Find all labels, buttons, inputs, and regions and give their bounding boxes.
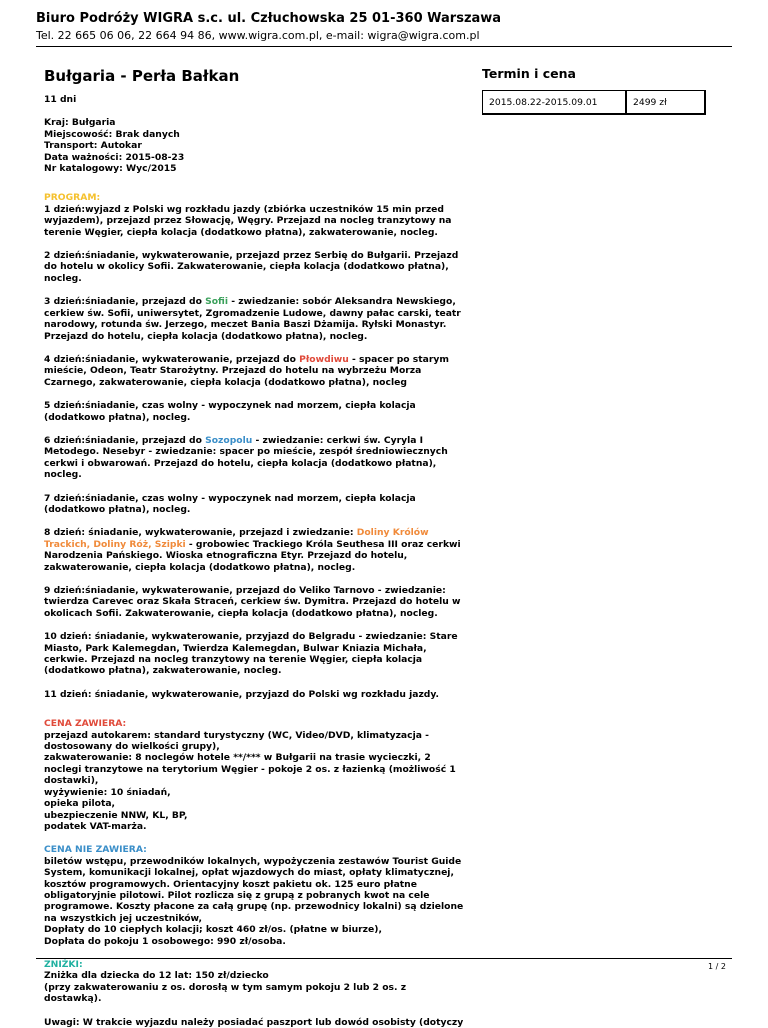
program-day-text: - zwiedzanie: cerkwi św. Cyryla I Metodego. Nesebyr - zwiedzanie: spacer po mieście, zespół średniowiecznych cerkwi i obwarowań. Przejazd do hotelu, ciepła kolacja (dodatkowo płatna), nocleg. (44, 434, 448, 481)
company-name: Biuro Podróży WIGRA s.c. ul. Człuchowska 25 01-360 Warszawa (36, 11, 502, 26)
includes-line: zakwaterowanie: 8 noclegów hotele **/*** w Bułgarii na trasie wycieczki, 2 noclegi tranzytowe na terytorium Węgier - pokoje 2 os. z łazienką (możliwość 1 dostawki), (44, 752, 456, 787)
pricing-table (482, 90, 706, 115)
discounts-line: (przy zakwaterowaniu z os. dorosłą w tym samym pokoju 2 lub 2 os. z dostawką). (44, 981, 407, 1005)
pricing-panel (482, 66, 706, 115)
excludes-label: CENA NIE ZAWIERA: (44, 844, 147, 856)
program-day-text: 5 dzień:śniadanie, czas wolny - wypoczynek nad morzem, ciepła kolacja (dodatkowo płatna), nocleg. (44, 400, 416, 423)
program-label: PROGRAM: (44, 192, 101, 204)
offer-meta-line: Miejscowość: Brak danych (44, 128, 180, 140)
excludes-line: Dopłata do pokoju 1 osobowego: 990 zł/osoba. (44, 935, 286, 947)
program-day (44, 400, 464, 423)
page-header (36, 10, 736, 43)
footer-divider (36, 958, 732, 959)
program-day-text: Doliny Królów Trackich, Doliny Róż, Szipki (44, 527, 429, 550)
offer-meta (44, 117, 464, 174)
offer-meta-line: Nr katalogowy: Wyc/2015 (44, 163, 177, 175)
includes-line: przejazd autokarem: standard turystyczny (WC, Video/DVD, klimatyzacja - dostosowany do wielkości grupy), (44, 729, 429, 753)
offer-details (44, 66, 464, 1028)
includes-label: CENA ZAWIERA: (44, 718, 127, 730)
program-day (44, 296, 464, 342)
page-number: 1 / 2 (708, 962, 726, 971)
discounts-list (44, 970, 464, 1004)
pricing-heading: Termin i cena (482, 66, 576, 81)
program-day (44, 204, 464, 238)
program-day-text: - spacer po starym mieście, Odeon, Teatr Starożytny. Przejazd do hotelu na wybrzeżu Morza Czarnego, zakwaterowanie, ciepła kolacja (dodatkowo płatna), nocleg (44, 353, 449, 388)
program-day (44, 631, 464, 677)
offer-meta-line: Kraj: Bułgaria (44, 117, 116, 129)
notes-text: Uwagi: W trakcie wyjazdu należy posiadać paszport lub dowód osobisty (dotyczy (44, 1016, 464, 1028)
program-day-text: Sofii (205, 296, 228, 308)
program-day-text: 1 dzień:wyjazd z Polski wg rozkładu jazdy (zbiórka uczestników 15 min przed wyjazdem), przejazd przez Słowację, Węgry. Przejazd na nocleg tranzytowy na terenie Węgier, ciepła kolacja (dodatkowo płatna), zakwaterowanie, nocleg. (44, 203, 452, 238)
includes-line: podatek VAT-marża. (44, 820, 147, 832)
program-day (44, 250, 464, 284)
includes-line: ubezpieczenie NNW, KL, BP, (44, 809, 188, 821)
program-day (44, 527, 464, 573)
discounts-line: Zniżka dla dziecka do 12 lat: 150 zł/dziecko (44, 970, 269, 982)
program-day (44, 493, 464, 516)
excludes-line: Dopłaty do 10 ciepłych kolacji; koszt 460 zł/os. (płatne w biurze), (44, 924, 382, 936)
excludes-line: biletów wstępu, przewodników lokalnych, wypożyczenia zestawów Tourist Guide System, komunikacji lokalnej, opłat wjazdowych do miast, opłaty klimatycznej, kosztów programowych. Orientacyjny koszt pakietu ok. 125 euro płatne obligatoryjnie pilotowi. Pilot rozlicza się z grupą z pobranych kwot na cele programowe. Koszty płacone za całą grupę (np. przewodnicy lokalni) są dzielone na wszystkich jej uczestników, (44, 855, 464, 924)
program-day-text: 11 dzień: śniadanie, wykwaterowanie, przyjazd do Polski wg rozkładu jazdy. (44, 688, 440, 700)
offer-meta-line: Data ważności: 2015-08-23 (44, 151, 185, 163)
program-day-text: Płowdiwu (299, 353, 349, 365)
program-days (44, 204, 464, 700)
discounts-label: ZNIŻKI: (44, 958, 83, 970)
program-day-text: 10 dzień: śniadanie, wykwaterowanie, przyjazd do Belgradu - zwiedzanie: Stare Miasto, Park Kalemegdan, Twierdza Kalemegdan, Bulwar Kniazia Michała, cerkwie. Przejazd na nocleg tranzytowy na terenie Węgier, ciepła kolacja (dodatkowo płatna), zakwaterowanie, nocleg. (44, 631, 458, 677)
program-day (44, 689, 464, 700)
program-day (44, 435, 464, 481)
program-day-text: 8 dzień: śniadanie, wykwaterowanie, przejazd i zwiedzanie: (44, 527, 357, 539)
pricing-term: 2015.08.22-2015.09.01 (483, 91, 627, 115)
program-day-text: Sozopolu (205, 434, 253, 446)
header-divider (36, 46, 732, 47)
program-day-text: 9 dzień:śniadanie, wykwaterowanie, przejazd do Veliko Tarnovo - zwiedzanie: twierdza Carevec oraz Skała Straceń, cerkiew św. Dymitra. Przejazd do hotelu w okolicach Sofii. Zakwaterowanie, ciepła kolacja (dodatkowo płatna), nocleg. (44, 585, 461, 619)
program-day-text: 6 dzień:śniadanie, przejazd do (44, 434, 206, 446)
program-day-text: - zwiedzanie: sobór Aleksandra Newskiego, cerkiew św. Sofii, uniwersytet, Zgromadzenie Ludowe, dawny pałac carski, teatr narodowy, rotunda św. Jerzego, meczet Bania Baszi Dżamija. Ryłski Monastyr. Przejazd do hotelu, ciepła kolacja (dodatkowo płatna), nocleg. (44, 296, 461, 342)
program-day-text: 2 dzień:śniadanie, wykwaterowanie, przejazd przez Serbię do Bułgarii. Przejazd do hotelu w okolicy Sofii. Zakwaterowanie, ciepła kolacja (dodatkowo płatna), nocleg. (44, 250, 459, 284)
includes-line: wyżywienie: 10 śniadań, (44, 786, 171, 798)
company-contact: Tel. 22 665 06 06, 22 664 94 86, www.wigra.com.pl, e-mail: wigra@wigra.com.pl (36, 29, 480, 42)
program-day-text: 4 dzień:śniadanie, wykwaterowanie, przejazd do (44, 353, 300, 365)
excludes-list (44, 856, 464, 947)
program-day-text: 7 dzień:śniadanie, czas wolny - wypoczynek nad morzem, ciepła kolacja (dodatkowo płatna), nocleg. (44, 492, 416, 515)
pricing-row (483, 91, 706, 115)
program-day (44, 585, 464, 619)
program-day-text: - grobowiec Trackiego Króla Seuthesa III oraz cerkwi Narodzenia Pańskiego. Wioska etnograficzna Etyr. Przejazd do hotelu, zakwaterowanie, ciepła kolacja (dodatkowo płatna), nocleg. (44, 538, 461, 573)
program-day-text: 3 dzień:śniadanie, przejazd do (44, 296, 206, 308)
program-day (44, 354, 464, 388)
includes-list (44, 730, 464, 833)
offer-duration: 11 dni (44, 94, 77, 105)
includes-line: opieka pilota, (44, 798, 116, 810)
pricing-price: 2499 zł (626, 91, 705, 115)
offer-meta-line: Transport: Autokar (44, 140, 142, 152)
offer-title: Bułgaria - Perła Bałkan (44, 67, 240, 85)
